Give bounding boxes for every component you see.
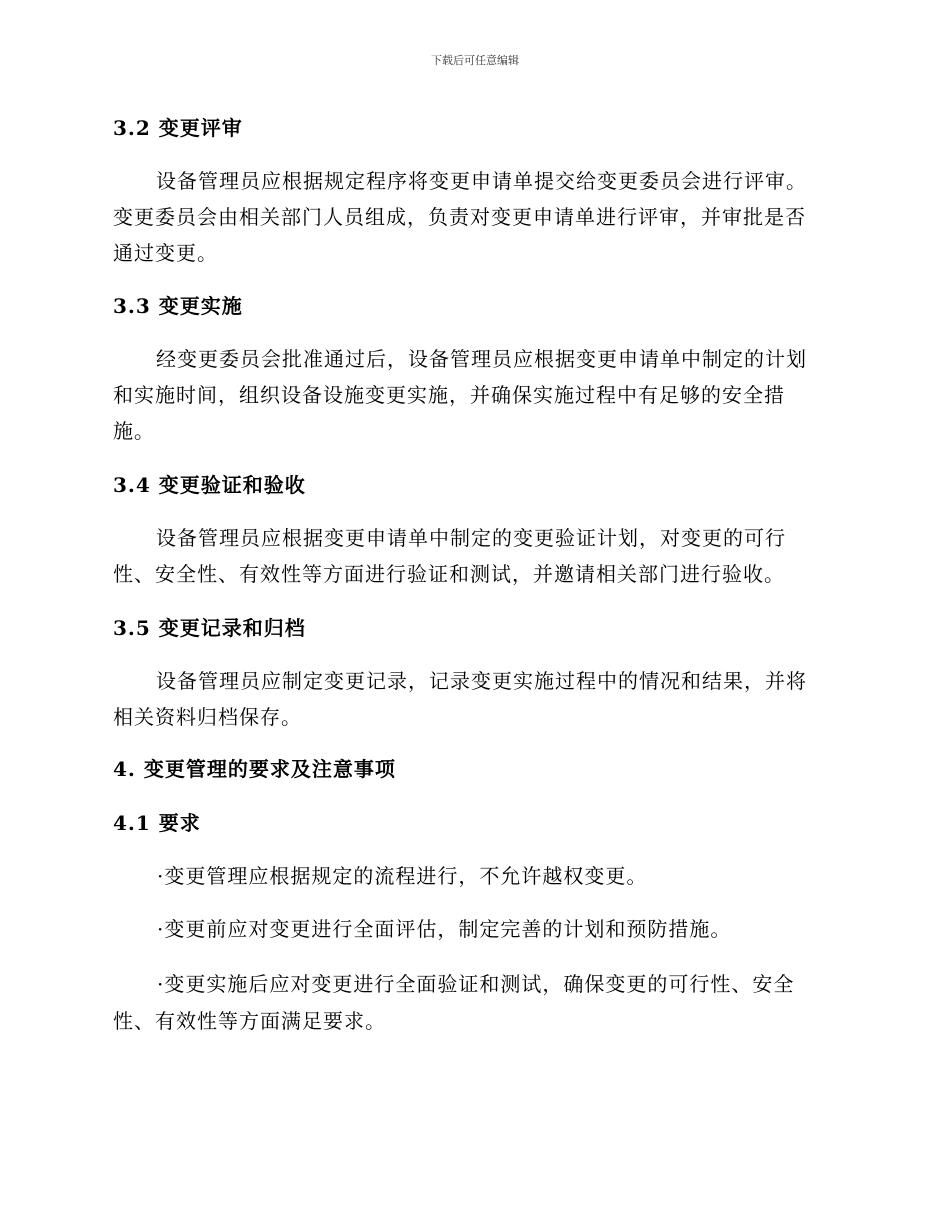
section-3-3-body <box>113 341 833 449</box>
section-3-5-body <box>113 663 833 735</box>
bullet-item: ·变更管理应根据规定的流程进行，不允许越权变更。 <box>157 864 648 888</box>
paragraph-line: 变更委员会由相关部门人员组成，负责对变更申请单进行评审，并审批是否 <box>113 205 806 229</box>
paragraph-line: 通过变更。 <box>113 241 218 265</box>
paragraph-line: 经变更委员会批准通过后，设备管理员应根据变更申请单中制定的计划 <box>156 347 807 371</box>
paragraph-line: 设备管理员应根据规定程序将变更申请单提交给变更委员会进行评审。 <box>156 169 807 193</box>
paragraph-line: 和实施时间，组织设备设施变更实施，并确保实施过程中有足够的安全措 <box>113 383 785 407</box>
paragraph-line: 设备管理员应制定变更记录，记录变更实施过程中的情况和结果，并将 <box>156 669 807 693</box>
section-3-2-body <box>113 163 833 271</box>
bullet-item-continuation: 性、有效性等方面满足要求。 <box>113 1009 386 1033</box>
paragraph-line: 设备管理员应根据变更申请单中制定的变更验证计划，对变更的可行 <box>156 526 786 550</box>
section-3-4-heading: 3.4 变更验证和验收 <box>113 473 306 497</box>
section-4-1-heading: 4.1 要求 <box>113 811 201 835</box>
section-3-3-heading: 3.3 变更实施 <box>113 294 243 318</box>
paragraph-line: 性、安全性、有效性等方面进行验证和测试，并邀请相关部门进行验收。 <box>113 562 785 586</box>
paragraph-line: 施。 <box>113 419 155 443</box>
section-3-5-heading: 3.5 变更记录和归档 <box>113 616 306 640</box>
section-4-heading: 4. 变更管理的要求及注意事项 <box>113 757 396 781</box>
bullet-item: ·变更实施后应对变更进行全面验证和测试，确保变更的可行性、安全 <box>157 972 795 996</box>
paragraph-line: 相关资料归档保存。 <box>113 705 302 729</box>
page-header: 下载后可任意编辑 <box>431 54 519 67</box>
bullet-item: ·变更前应对变更进行全面评估，制定完善的计划和预防措施。 <box>157 917 732 941</box>
section-3-4-body <box>113 520 833 592</box>
section-3-2-heading: 3.2 变更评审 <box>113 116 243 140</box>
